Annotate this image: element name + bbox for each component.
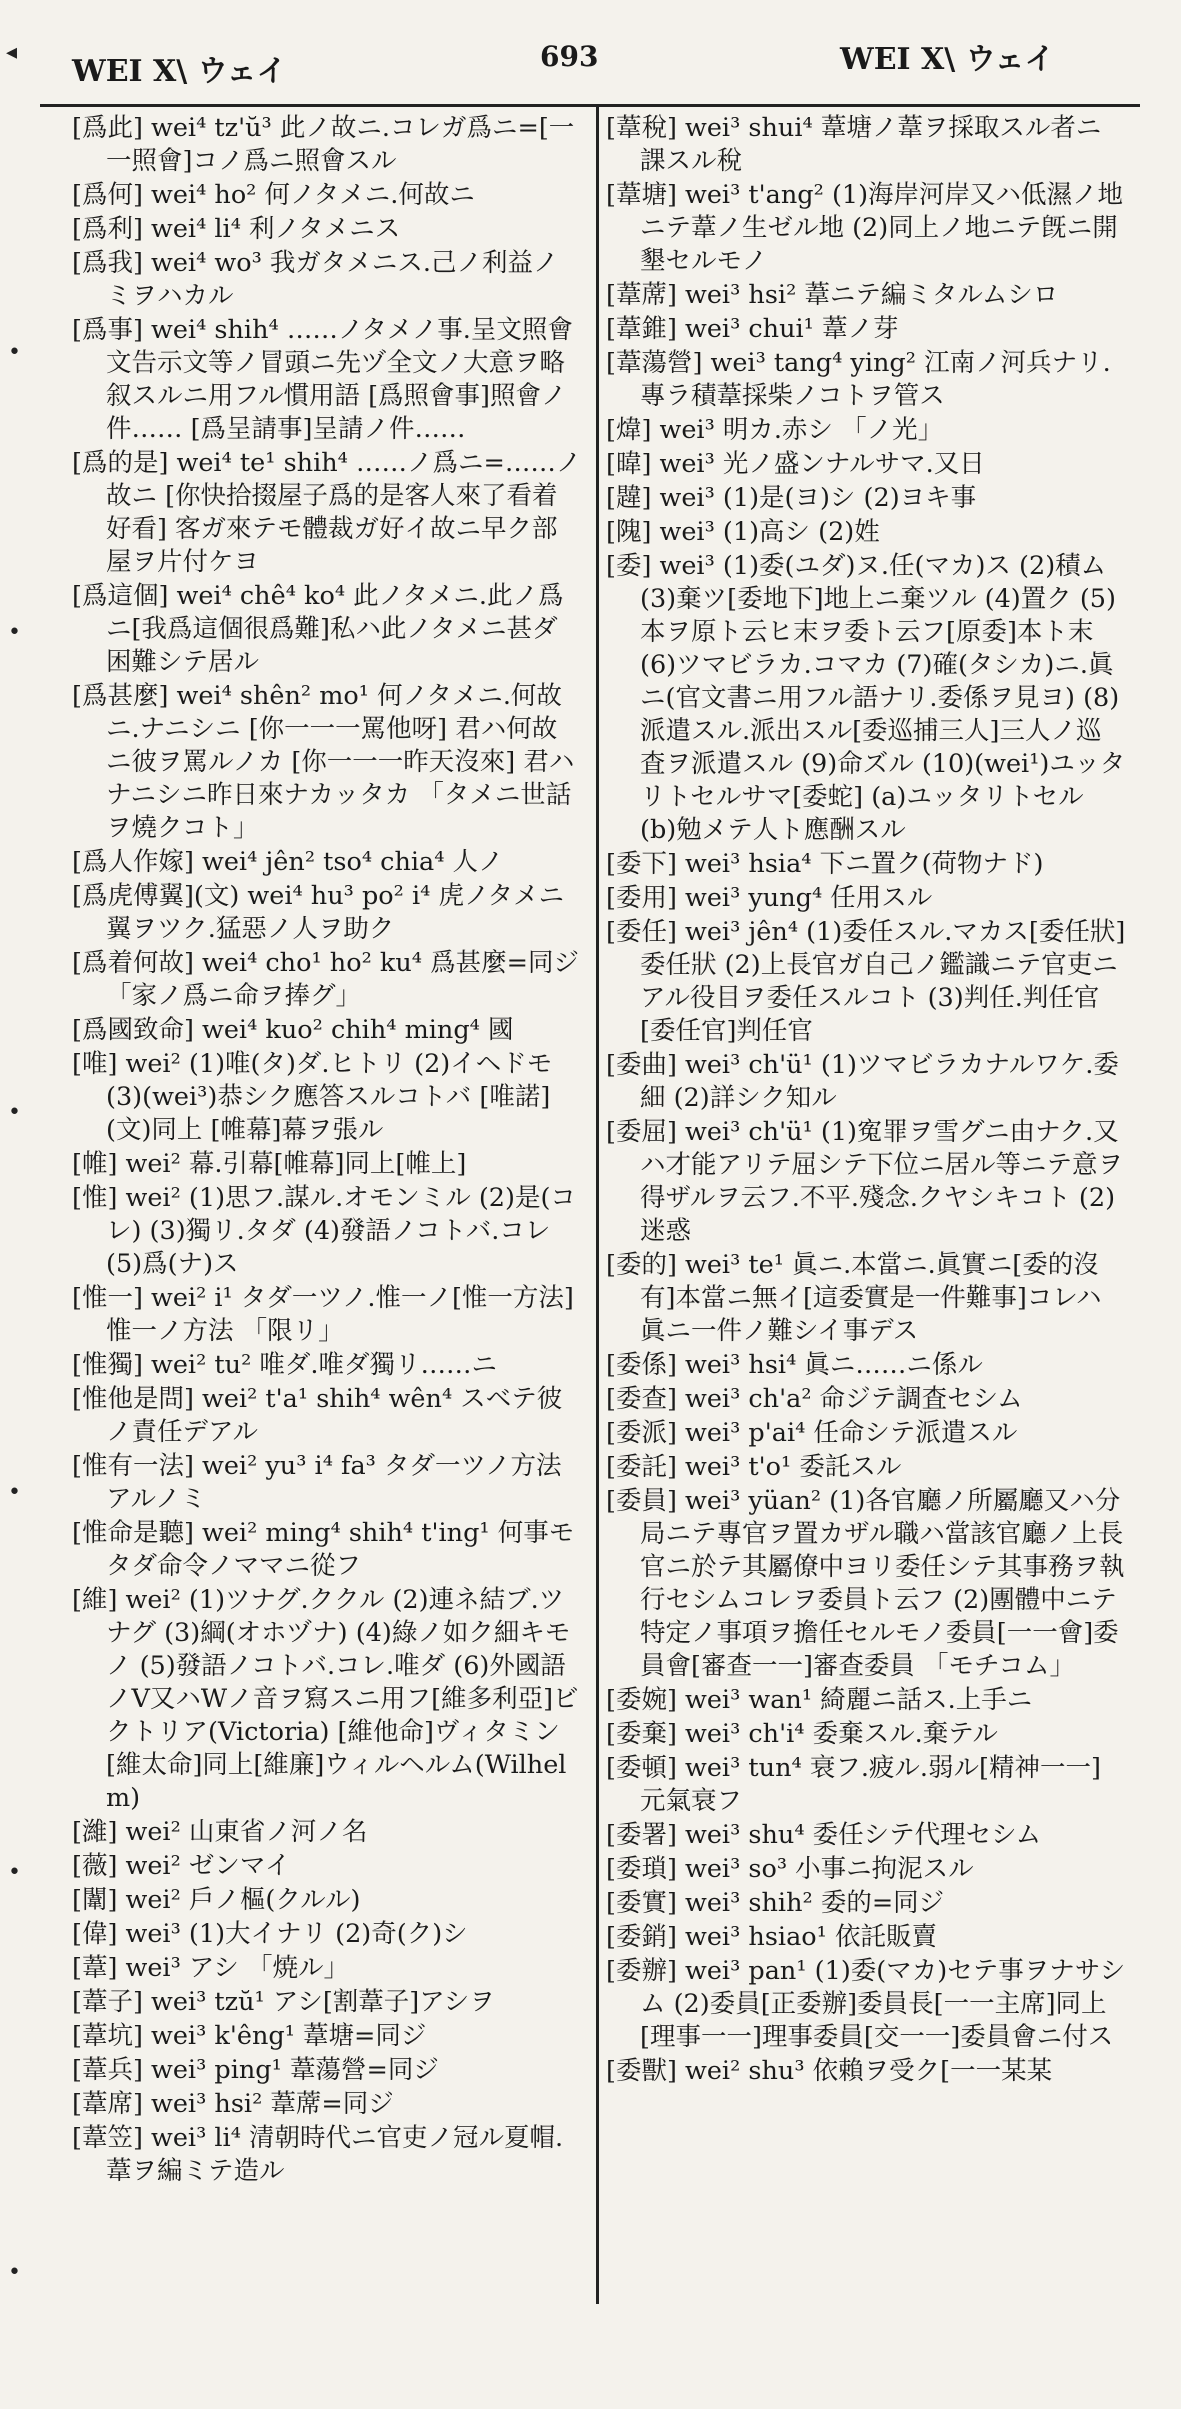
dictionary-entry: [維] wei² (1)ツナグ.ククル (2)連ネ結ブ.ツナグ (3)綱(オホヅナ) (4)綠ノ如ク細キモノ (5)發語ノコトバ.コレ.唯ダ (6)外國語ノV又ハWノ音ヲ寫スニ用フ[維多利亞]ビクトリア(Victoria) [維他命]ヴィタミン [維太命]同上[維廉]ウィルヘルム(Wilhelm) (72, 1585, 579, 1813)
dictionary-entry: [韙] wei³ (1)是(ヨ)シ (2)ヨキ事 (606, 483, 977, 513)
binding-mark: ◂ (6, 40, 18, 65)
binding-mark: • (8, 1100, 21, 1125)
dictionary-entry: [偉] wei³ (1)大イナリ (2)奇(ク)シ (72, 1919, 468, 1949)
dictionary-entry: [葦兵] wei³ ping¹ 葦蕩營=同ジ (72, 2055, 439, 2085)
dictionary-entry: [委瑣] wei³ so³ 小事ニ拘泥スル (606, 1854, 974, 1884)
dictionary-entry: [委屈] wei³ ch'ü¹ (1)寃罪ヲ雪グニ由ナク.又ハ才能アリテ屈シテ下位ニ居ル等ニテ意ヲ得ザルヲ云フ.不平.殘念.クヤシキコト (2)迷惑 (606, 1117, 1123, 1246)
binding-mark: • (8, 620, 21, 645)
dictionary-entry: [惟] wei² (1)思フ.謀ル.オモンミル (2)是(コレ) (3)獨リ.タダ (4)發語ノコトバ.コレ (5)爲(ナ)ス (72, 1183, 576, 1279)
header-right: WEI X\ ウェイ (840, 42, 1055, 77)
dictionary-entry: [委託] wei³ t'o¹ 委託スル (606, 1452, 902, 1482)
dictionary-entry: [惟獨] wei² tu² 唯ダ.唯ダ獨リ……ニ (72, 1350, 498, 1380)
dictionary-entry: [爲事] wei⁴ shih⁴ ……ノタメノ事.呈文照會文告示文等ノ冒頭ニ先ヅ全文ノ大意ヲ略叙スルニ用フル慣用語 [爲照會事]照會ノ件…… [爲呈請事]呈請ノ件…… (72, 315, 573, 444)
dictionary-entry: [委派] wei³ p'ai⁴ 任命シテ派遣スル (606, 1418, 1018, 1448)
header-left: WEI X\ ウェイ (72, 54, 287, 89)
dictionary-entry: [爲的是] wei⁴ te¹ shih⁴ ……ノ爲ニ=……ノ故ニ [你快拾掇屋子爲的是客人來了看着好看] 客ガ來テモ體裁ガ好イ故ニ早ク部屋ヲ片付ケヨ (72, 448, 582, 577)
dictionary-entry: [委曲] wei³ ch'ü¹ (1)ツマビラカナルワケ.委細 (2)詳シク知ル (606, 1050, 1119, 1113)
dictionary-entry: [委婉] wei³ wan¹ 綺麗ニ話ス.上手ニ (606, 1685, 1033, 1715)
dictionary-entry: [爲虎傅翼](文) wei⁴ hu³ po² i⁴ 虎ノタメニ翼ヲツク.猛惡ノ人ヲ助ク (72, 881, 565, 944)
dictionary-entry: [隗] wei³ (1)高シ (2)姓 (606, 517, 880, 547)
dictionary-entry: [委係] wei³ hsi⁴ 眞ニ……ニ係ル (606, 1350, 983, 1380)
dictionary-entry: [葦稅] wei³ shui⁴ 葦塘ノ葦ヲ採取スル者ニ課スル稅 (606, 113, 1102, 176)
binding-mark: • (8, 340, 21, 365)
binding-mark: • (8, 1860, 21, 1885)
dictionary-entry: [委] wei³ (1)委(ユダ)ヌ.任(マカ)ス (2)積ム (3)棄ツ[委地下]地上ニ棄ツル (4)置ク (5)本ヲ原ト云ヒ末ヲ委ト云フ[原委]本ト末 (6)ツマビラカ.コマカ (7)確(タシカ)ニ.眞ニ(官文書ニ用フル語ナリ.委係ヲ見ヨ) (8)派遣スル.派出スル[委巡捕三人]三人ノ巡査ヲ派遣スル (9)命ズル (10)(wei¹)ユッタリトセルサマ[委蛇] (a)ユッタリトセル (b)勉メテ人ト應酬スル (606, 551, 1126, 845)
dictionary-entry: [闈] wei² 戶ノ樞(クルル) (72, 1885, 361, 1915)
dictionary-entry: [委署] wei³ shu⁴ 委任シテ代理セシム (606, 1820, 1042, 1850)
dictionary-entry: [暐] wei³ 光ノ盛ンナルサマ.又日 (606, 449, 985, 479)
dictionary-entry: [惟命是聽] wei² ming⁴ shih⁴ t'ing¹ 何事モタダ命令ノママニ從フ (72, 1518, 575, 1581)
dictionary-entry: [爲着何故] wei⁴ cho¹ ho² ku⁴ 爲甚麼=同ジ 「家ノ爲ニ命ヲ捧グ」 (72, 948, 579, 1011)
dictionary-entry: [委頓] wei³ tun⁴ 衰フ.疲ル.弱ル[精神一一]元氣衰フ (606, 1753, 1101, 1816)
dictionary-entry: [葦蕩營] wei³ tang⁴ ying² 江南ノ河兵ナリ.專ラ積葦採柴ノコトヲ管ス (606, 348, 1111, 411)
dictionary-entry: [爲我] wei⁴ wo³ 我ガタメニス.己ノ利益ノミヲハカル (72, 248, 559, 311)
dictionary-entry: [煒] wei³ 明カ.赤シ 「ノ光」 (606, 415, 944, 445)
dictionary-entry: [葦子] wei³ tzŭ¹ アシ[割葦子]アシヲ (72, 1987, 495, 2017)
dictionary-entry: [帷] wei² 幕.引幕[帷幕]同上[帷上] (72, 1149, 467, 1179)
binding-mark: • (8, 1480, 21, 1505)
right-column (606, 112, 1126, 2089)
dictionary-entry: [葦] wei³ アシ 「焼ル」 (72, 1953, 349, 1983)
left-column (72, 112, 582, 2189)
header-rule (40, 104, 1140, 107)
dictionary-entry: [葦蓆] wei³ hsi² 葦ニテ編ミタルムシロ (606, 280, 1059, 310)
dictionary-entry: [薇] wei² ゼンマイ (72, 1851, 291, 1881)
dictionary-entry: [委辦] wei³ pan¹ (1)委(マカ)セテ事ヲナサシム (2)委員[正委辦]委員長[一一主席]同上[理事一一]理事委員[交一一]委員會ニ付ス (606, 1956, 1126, 2052)
binding-mark: • (8, 2260, 21, 2285)
dictionary-entry: [委的] wei³ te¹ 眞ニ.本當ニ.眞實ニ[委的沒有]本當ニ無イ[這委實是一件難事]コレハ眞ニ一件ノ難シイ事デス (606, 1250, 1102, 1346)
dictionary-entry: [葦席] wei³ hsi² 葦蓆=同ジ (72, 2089, 394, 2119)
dictionary-entry: [爲何] wei⁴ ho² 何ノタメニ.何故ニ (72, 180, 475, 210)
dictionary-entry: [委查] wei³ ch'a² 命ジテ調査セシム (606, 1384, 1023, 1414)
binding-marks (0, 0, 60, 2409)
dictionary-entry: [委員] wei³ yüan² (1)各官廳ノ所屬廳又ハ分局ニテ專官ヲ置カザル職ハ當該官廳ノ上長官ニ於テ其屬僚中ヨリ委任シテ其事務ヲ執行セシムコレヲ委員ト云フ (2)團體中ニテ特定ノ事項ヲ擔任セルモノ委員[一一會]委員會[審查一一]審查委員 「モチコム」 (606, 1486, 1125, 1681)
dictionary-entry: [爲利] wei⁴ li⁴ 利ノタメニス (72, 214, 401, 244)
dictionary-entry: [委任] wei³ jên⁴ (1)委任スル.マカス[委任狀]委任狀 (2)上長官ガ自己ノ鑑識ニテ官吏ニアル役目ヲ委任スルコト (3)判任.判任官[委任官]判任官 (606, 917, 1126, 1046)
dictionary-entry: [爲這個] wei⁴ chê⁴ ko⁴ 此ノタメニ.此ノ爲ニ[我爲這個很爲難]私ハ此ノタメニ甚ダ困難シテ居ル (72, 581, 564, 677)
dictionary-entry: [惟一] wei² i¹ タダ一ツノ.惟一ノ[惟一方法]惟一ノ方法 「限リ」 (72, 1283, 574, 1346)
dictionary-entry: [葦錐] wei³ chui¹ 葦ノ芽 (606, 314, 899, 344)
dictionary-entry: [爲此] wei⁴ tz'ŭ³ 此ノ故ニ.コレガ爲ニ=[一一照會]コノ爲ニ照會スル (72, 113, 575, 176)
dictionary-entry: [爲人作嫁] wei⁴ jên² tso⁴ chia⁴ 人ノ (72, 847, 504, 877)
dictionary-entry: [委銷] wei³ hsiao¹ 依託販賣 (606, 1922, 937, 1952)
dictionary-entry: [濰] wei² 山東省ノ河ノ名 (72, 1817, 368, 1847)
dictionary-entry: [委用] wei³ yung⁴ 任用スル (606, 883, 933, 913)
dictionary-entry: [惟有一法] wei² yu³ i⁴ fa³ タダ一ツノ方法アルノミ (72, 1451, 562, 1514)
dictionary-entry: [葦笠] wei³ li⁴ 清朝時代ニ官吏ノ冠ル夏帽.葦ヲ編ミテ造ル (72, 2123, 564, 2186)
column-divider (596, 104, 599, 2304)
dictionary-entry: [委棄] wei³ ch'i⁴ 委棄スル.棄テル (606, 1719, 998, 1749)
dictionary-entry: [委下] wei³ hsia⁴ 下ニ置ク(荷物ナド) (606, 849, 1044, 879)
dictionary-entry: [爲甚麼] wei⁴ shên² mo¹ 何ノタメニ.何故ニ.ナニシニ [你一一一罵他呀] 君ハ何故ニ彼ヲ罵ルノカ [你一一一昨天沒來] 君ハナニシニ昨日來ナカッタカ 「タメニ世話ヲ燒クコト」 (72, 681, 575, 843)
dictionary-entry: [葦塘] wei³ t'ang² (1)海岸河岸又ハ低濕ノ地ニテ葦ノ生ゼル地 (2)同上ノ地ニテ旣ニ開墾セルモノ (606, 180, 1124, 276)
dictionary-entry: [爲國致命] wei⁴ kuo² chih⁴ ming⁴ 國 (72, 1015, 514, 1045)
dictionary-entry: [委實] wei³ shih² 委的=同ジ (606, 1888, 945, 1918)
dictionary-entry: [惟他是問] wei² t'a¹ shih⁴ wên⁴ スベテ彼ノ責任デアル (72, 1384, 563, 1447)
dictionary-entry: [唯] wei² (1)唯(タ)ダ.ヒトリ (2)イヘドモ (3)(wei³)恭シク應答スルコトバ [唯諾](文)同上 [帷幕]幕ヲ張ル (72, 1049, 553, 1145)
page-number: 693 (540, 40, 599, 73)
page-header (0, 0, 1181, 110)
dictionary-entry: [委獸] wei² shu³ 依賴ヲ受ク[一一某某 (606, 2056, 1053, 2086)
dictionary-entry: [葦坑] wei³ k'êng¹ 葦塘=同ジ (72, 2021, 427, 2051)
